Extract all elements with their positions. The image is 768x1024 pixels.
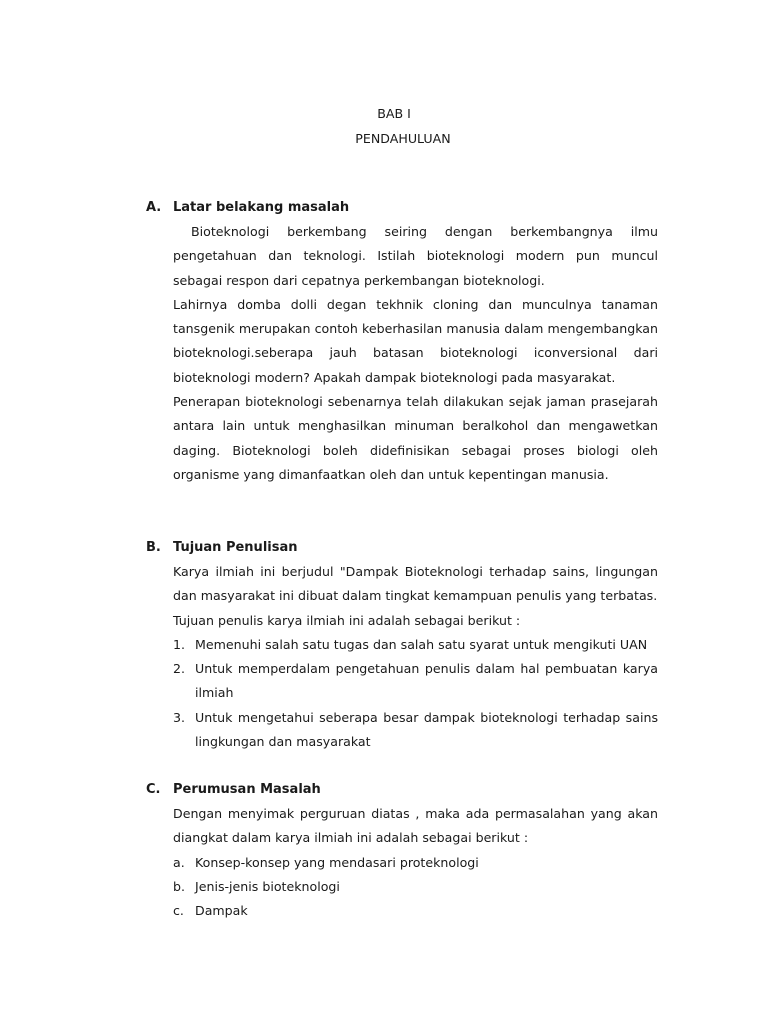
- section-body: [173, 220, 658, 487]
- problem-list: [173, 851, 658, 924]
- list-item: [173, 875, 658, 899]
- paragraph: Lahirnya domba dolli degan tekhnik cloning dan munculnya tanaman tansgenik merupakan contoh keberhasilan manusia dalam mengembangkan bioteknologi.seberapa jauh batasan bioteknologi iconversional dari bioteknologi modern? Apakah dampak bioteknologi pada masyarakat.: [173, 296, 658, 385]
- list-item-text: Untuk memperdalam pengetahuan penulis dalam hal pembuatan karya ilmiah: [195, 661, 658, 701]
- list-marker: 1.: [173, 636, 186, 652]
- section-tujuan-penulisan: [146, 536, 658, 754]
- list-item-text: Konsep-konsep yang mendasari proteknologi: [195, 854, 479, 870]
- chapter-number: BAB I: [377, 106, 411, 121]
- paragraph: Penerapan bioteknologi sebenarnya telah dilakukan sejak jaman prasejarah antara lain untuk menghasilkan minuman beralkohol dan mengawetkan daging. Bioteknologi boleh didefinisikan sebagai proses biologi oleh organisme yang dimanfaatkan oleh dan untuk kepentingan manusia.: [173, 394, 658, 482]
- list-item: [173, 851, 658, 875]
- list-item-text: Jenis-jenis bioteknologi: [195, 878, 340, 894]
- list-item: [173, 633, 658, 657]
- section-letter: C.: [146, 782, 161, 797]
- section-title: Tujuan Penulisan: [173, 540, 298, 555]
- list-marker: 3.: [173, 709, 186, 725]
- chapter-heading: [0, 101, 768, 151]
- list-item-text: Dampak: [195, 903, 248, 919]
- list-marker: 2.: [173, 661, 186, 677]
- paragraph: Bioteknologi berkembang seiring dengan berkembangnya ilmu pengetahuan dan teknologi. Istilah bioteknologi modern pun muncul sebagai respon dari cepatnya perkembangan bioteknologi.: [173, 224, 658, 288]
- paragraph: Tujuan penulis karya ilmiah ini adalah sebagai berikut :: [173, 612, 521, 628]
- section-heading: [146, 536, 658, 560]
- section-body: [173, 560, 658, 754]
- section-letter: B.: [146, 540, 161, 555]
- paragraph: Karya ilmiah ini berjudul "Dampak Bioteknologi terhadap sains, lingungan dan masyarakat ini dibuat dalam tingkat kemampuan penulis yang terbatas.: [173, 564, 658, 604]
- section-heading: [146, 778, 658, 802]
- list-marker: a.: [173, 854, 185, 870]
- list-item: [173, 657, 658, 706]
- list-marker: b.: [173, 878, 185, 894]
- list-item: [173, 706, 658, 755]
- list-item: [173, 899, 658, 923]
- list-marker: c.: [173, 903, 184, 919]
- section-latar-belakang: [146, 196, 658, 487]
- objectives-list: [173, 633, 658, 754]
- section-perumusan-masalah: [146, 778, 658, 923]
- section-title: Latar belakang masalah: [173, 200, 350, 215]
- paragraph: Dengan menyimak perguruan diatas , maka ada permasalahan yang akan diangkat dalam karya ilmiah ini adalah sebagai berikut :: [173, 806, 658, 846]
- section-title: Perumusan Masalah: [173, 782, 321, 797]
- section-heading: [146, 196, 658, 220]
- list-item-text: Untuk mengetahui seberapa besar dampak bioteknologi terhadap sains lingkungan dan masyarakat: [195, 709, 658, 750]
- chapter-title: PENDAHULUAN: [355, 131, 451, 146]
- section-letter: A.: [146, 200, 162, 215]
- list-item-text: Memenuhi salah satu tugas dan salah satu syarat untuk mengikuti UAN: [195, 636, 648, 652]
- section-body: [173, 802, 658, 923]
